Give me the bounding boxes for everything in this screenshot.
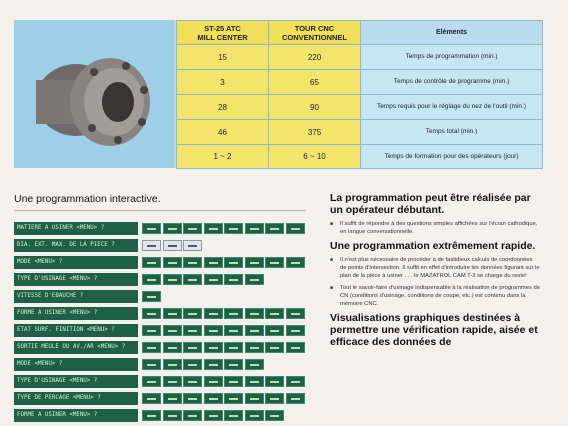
menu-key-icon [142,240,161,251]
menu-key-icon [142,257,161,268]
menu-key-icon [265,223,284,234]
menu-key-icon [265,308,284,319]
feature-text: ■ Il suffit de répondre à des questions simples affichées sur l'écran cathodique, en langue conversationnelle. [330,220,540,236]
programming-screen-illustration [14,222,306,426]
menu-key-icon [142,325,161,336]
header-elements: Eléments [361,21,543,45]
menu-keys [142,290,306,303]
screen-row [14,307,306,320]
cell-value: 6 ~ 10 [269,145,361,169]
feature-text: ■ Tout le savoir-faire d'usinage indispensable à la réalisation de programmes de CN (conditions d'usinage, conditions de coupe, etc.) est contenu dans la mémoire CNC. [330,284,540,308]
screen-prompt-label: VITESSE D'EBAUCHE ? [14,290,138,303]
menu-key-icon [163,359,182,370]
menu-key-icon [142,223,161,234]
feature-heading: La programmation peut être réalisée par un opérateur débutant. [330,192,531,216]
menu-key-icon [245,410,264,421]
section-heading-interactive: Une programmation interactive. [14,193,161,205]
menu-key-icon [163,257,182,268]
screen-prompt-label: MODE <MENU> ? [14,358,138,371]
menu-key-icon [286,257,305,268]
flange-part-image [14,20,174,168]
screen-prompt-label: TYPE D'USINAGE <MENU> ? [14,375,138,388]
menu-key-icon [245,223,264,234]
cell-value: 1 ~ 2 [177,145,269,169]
menu-key-icon [142,376,161,387]
cell-description: Temps requis pour le réglage du nez de l'outil (min.) [361,95,543,120]
screen-row [14,273,306,286]
cell-description: Temps de contrôle de programme (min.) [361,70,543,95]
divider [14,210,306,211]
screen-row [14,324,306,337]
menu-key-icon [183,274,202,285]
menu-key-icon [286,223,305,234]
menu-key-icon [286,393,305,404]
menu-keys [142,409,306,422]
screen-prompt-label: MODE <MENU> ? [14,256,138,269]
screen-prompt-label: ETAT SURF. FINITION <MENU> ? [14,324,138,337]
menu-key-icon [286,325,305,336]
menu-key-icon [163,308,182,319]
screen-prompt-label: MATIERE A USINER <MENU> ? [14,222,138,235]
cell-description: Temps de formation pour des opérateurs (jour) [361,145,543,169]
screen-row [14,256,306,269]
menu-key-icon [265,410,284,421]
menu-key-icon [245,257,264,268]
menu-key-icon [183,393,202,404]
menu-key-icon [183,308,202,319]
screen-row [14,392,306,405]
menu-key-icon [245,342,264,353]
header-st25: ST-25 ATC MILL CENTER [177,21,269,45]
cell-value: 28 [177,95,269,120]
menu-key-icon [183,410,202,421]
machined-part-photo [14,20,174,168]
menu-key-icon [245,325,264,336]
menu-keys [142,375,306,388]
menu-key-icon [265,376,284,387]
feature-heading: Visualisations graphiques destinées à permettre une vérification rapide, aisée et efficace des données de [330,312,538,348]
menu-key-icon [224,223,243,234]
comparison-panel [14,20,542,168]
menu-key-icon [204,410,223,421]
cell-value: 65 [269,70,361,95]
menu-key-icon [142,291,161,302]
menu-key-icon [204,308,223,319]
menu-key-icon [183,342,202,353]
menu-key-icon [142,359,161,370]
screen-prompt-label: FORME A USINER <MENU> ? [14,307,138,320]
menu-key-icon [204,274,223,285]
menu-key-icon [265,325,284,336]
menu-key-icon [224,359,243,370]
menu-key-icon [265,257,284,268]
menu-key-icon [163,376,182,387]
menu-key-icon [142,410,161,421]
menu-key-icon [265,393,284,404]
menu-key-icon [142,308,161,319]
menu-key-icon [183,223,202,234]
menu-keys [142,222,306,235]
menu-key-icon [245,376,264,387]
cell-description: Temps de programmation (min.) [361,45,543,70]
menu-key-icon [224,342,243,353]
screen-row [14,239,306,252]
menu-key-icon [245,359,264,370]
menu-key-icon [224,257,243,268]
feature-heading: Une programmation extrêmement rapide. [330,240,536,252]
menu-key-icon [163,240,182,251]
menu-keys [142,324,306,337]
comparison-table [176,20,543,169]
menu-keys [142,239,306,252]
menu-key-icon [163,342,182,353]
menu-key-icon [142,342,161,353]
screen-row [14,358,306,371]
menu-key-icon [204,393,223,404]
menu-key-icon [224,376,243,387]
screen-prompt-label: TYPE D'USINAGE <MENU> ? [14,273,138,286]
screen-row [14,222,306,235]
feature-text: ■ Il n'est plus nécessaire de procéder à de fastidieux calculs de coordonnées de points d'intersection. Il suffit en effet d'introduire les données figurant sur le plan de la pièce à usiner . . . le MAZATROL CAM T-3 se charge du reste! [330,256,540,280]
menu-key-icon [224,393,243,404]
menu-key-icon [163,393,182,404]
menu-key-icon [204,257,223,268]
menu-key-icon [183,325,202,336]
features-column [330,192,540,352]
menu-key-icon [224,410,243,421]
menu-key-icon [204,325,223,336]
cell-value: 90 [269,95,361,120]
menu-keys [142,307,306,320]
menu-key-icon [286,308,305,319]
menu-key-icon [183,240,202,251]
menu-key-icon [163,325,182,336]
cell-value: 220 [269,45,361,70]
menu-key-icon [183,376,202,387]
menu-key-icon [286,376,305,387]
header-tour: TOUR CNC CONVENTIONNEL [269,21,361,45]
screen-row [14,375,306,388]
screen-row [14,341,306,354]
menu-key-icon [142,274,161,285]
menu-keys [142,392,306,405]
screen-row [14,409,306,422]
cell-value: 15 [177,45,269,70]
menu-key-icon [245,274,264,285]
menu-key-icon [204,359,223,370]
menu-key-icon [163,410,182,421]
menu-key-icon [224,308,243,319]
menu-key-icon [163,274,182,285]
menu-keys [142,358,306,371]
screen-prompt-label: FORME A USINER <MENU> ? [14,409,138,422]
menu-key-icon [142,393,161,404]
menu-key-icon [224,274,243,285]
menu-key-icon [204,342,223,353]
cell-value: 375 [269,120,361,145]
menu-key-icon [183,257,202,268]
cell-value: 3 [177,70,269,95]
menu-key-icon [183,359,202,370]
menu-key-icon [163,223,182,234]
screen-prompt-label: DIA. EXT. MAX. DE LA PIECE ? [14,239,138,252]
cell-description: Temps total (min.) [361,120,543,145]
cell-value: 46 [177,120,269,145]
menu-key-icon [204,376,223,387]
menu-key-icon [245,393,264,404]
screen-row [14,290,306,303]
menu-key-icon [245,308,264,319]
menu-key-icon [204,223,223,234]
menu-key-icon [224,325,243,336]
menu-keys [142,341,306,354]
menu-keys [142,256,306,269]
menu-keys [142,273,306,286]
menu-key-icon [286,342,305,353]
screen-prompt-label: TYPE DE PERCAGE <MENU> ? [14,392,138,405]
screen-prompt-label: SORTIE MEULE OU AV./AR <MENU> ? [14,341,138,354]
menu-key-icon [265,342,284,353]
